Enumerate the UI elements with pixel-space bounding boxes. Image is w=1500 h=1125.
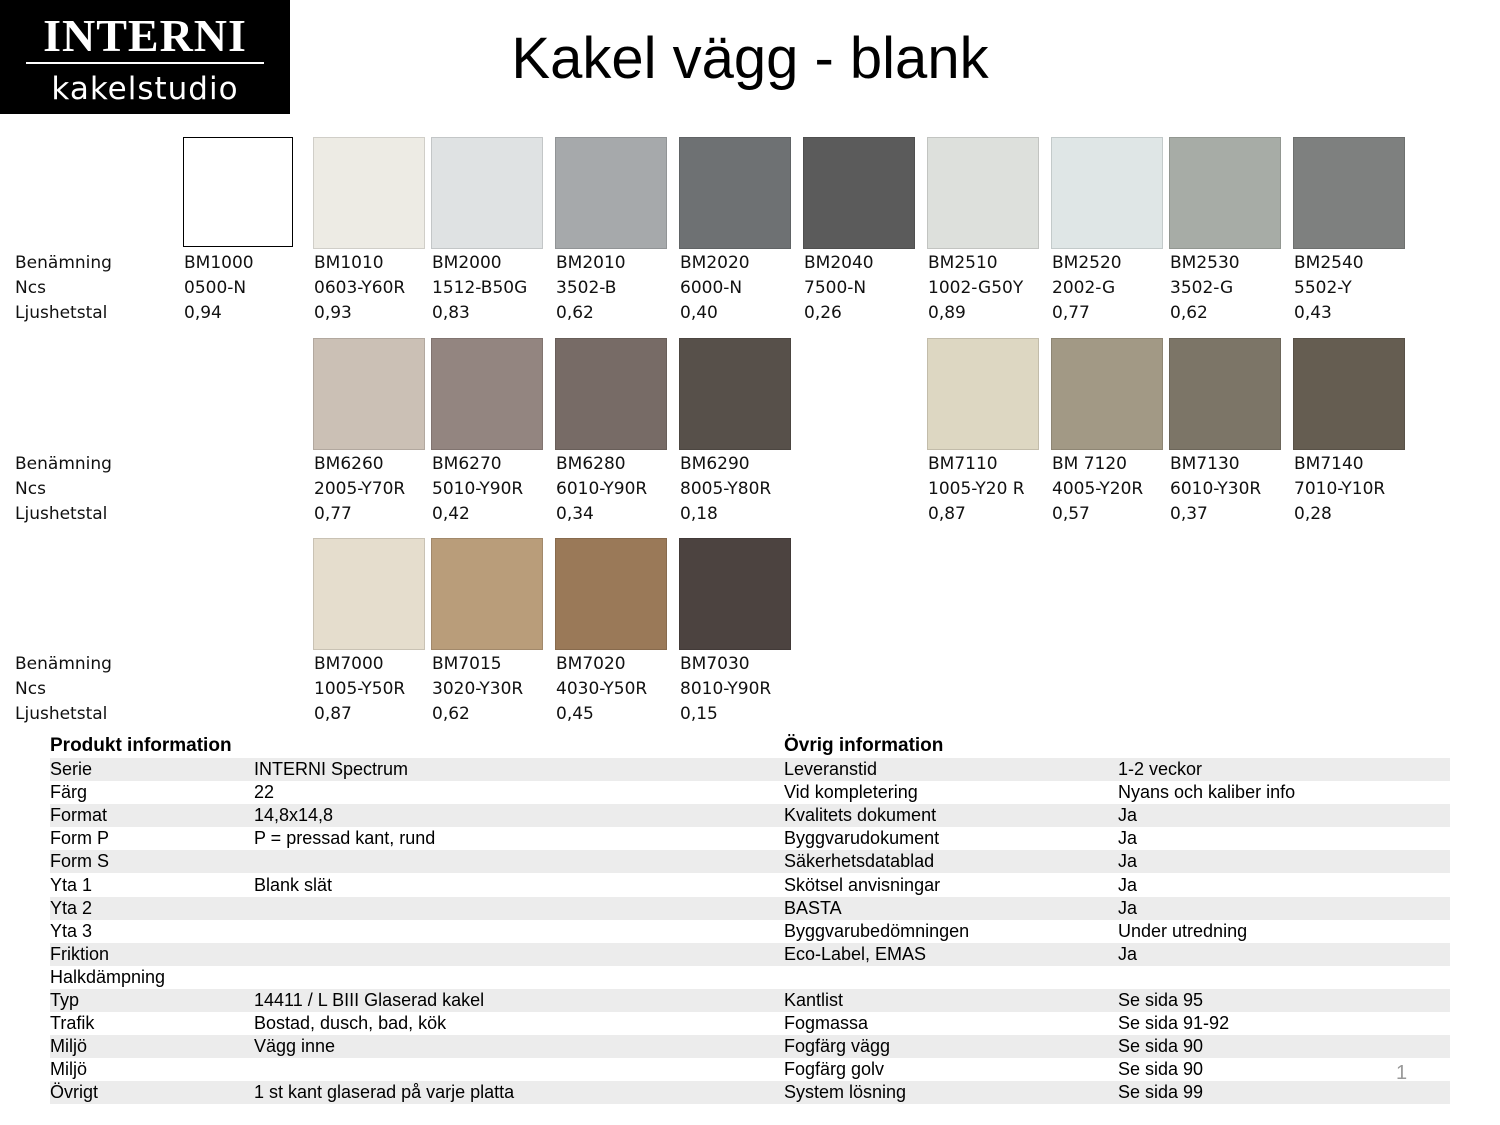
tile-ncs: 1002-G50Y xyxy=(928,278,1024,298)
other-info-key: Fogfärg vägg xyxy=(784,1036,891,1057)
tile-name: BM2020 xyxy=(680,253,750,273)
info-row xyxy=(50,758,1450,781)
row-label-ncs: Ncs xyxy=(15,679,46,699)
product-info-value: P = pressad kant, rund xyxy=(254,828,436,849)
tile-light: 0,45 xyxy=(556,704,594,724)
tile-ncs: 8010-Y90R xyxy=(680,679,772,699)
product-info-key: Typ xyxy=(50,990,80,1010)
other-info-value: Se sida 90 xyxy=(1118,1036,1204,1057)
row-label-name: Benämning xyxy=(15,454,112,474)
tile-ncs: 4030-Y50R xyxy=(556,679,648,699)
tile-name: BM6280 xyxy=(556,454,626,474)
tile-swatch xyxy=(803,137,915,249)
product-info-value: 22 xyxy=(254,782,275,803)
tile-ncs: 7010-Y10R xyxy=(1294,479,1386,499)
info-row xyxy=(50,827,1450,850)
info-row xyxy=(50,966,1450,989)
tile-light: 0,37 xyxy=(1170,504,1208,524)
tile-ncs: 6010-Y90R xyxy=(556,479,648,499)
product-info-value: 14411 / L BIII Glaserad kakel xyxy=(254,990,485,1010)
info-row xyxy=(50,1058,1450,1081)
tile-light: 0,87 xyxy=(314,704,352,724)
tile-light: 0,42 xyxy=(432,504,470,524)
product-info-key: Yta 2 xyxy=(50,897,93,918)
other-info-heading: Övrig information xyxy=(784,735,944,756)
other-info-value: Ja xyxy=(1118,943,1138,964)
tile-light: 0,18 xyxy=(680,504,718,524)
tile-swatch xyxy=(1169,137,1281,249)
tile-ncs: 6010-Y30R xyxy=(1170,479,1262,499)
tile-name: BM2530 xyxy=(1170,253,1240,273)
tile-light: 0,43 xyxy=(1294,303,1332,323)
other-info-key: Skötsel anvisningar xyxy=(784,874,941,895)
product-info-key: Miljö xyxy=(50,1036,88,1057)
tile-name: BM6290 xyxy=(680,454,750,474)
tile-name: BM2510 xyxy=(928,253,998,273)
tile-swatch xyxy=(313,137,425,249)
tile-name: BM2000 xyxy=(432,253,502,273)
other-info-key: Byggvarubedömningen xyxy=(784,920,970,941)
other-info-value: Ja xyxy=(1118,897,1138,918)
tile-swatch xyxy=(679,338,791,450)
other-info-key: Kantlist xyxy=(784,990,844,1010)
other-info-value: Se sida 90 xyxy=(1118,1059,1204,1080)
product-info-key: Serie xyxy=(50,759,93,779)
product-info-key: Färg xyxy=(50,782,88,803)
other-info-key: Säkerhetsdatablad xyxy=(784,851,935,872)
tile-swatch xyxy=(1293,338,1405,450)
page-number: 1 xyxy=(1396,1062,1408,1084)
tile-name: BM7015 xyxy=(432,654,502,674)
tile-light: 0,40 xyxy=(680,303,718,323)
tile-light: 0,83 xyxy=(432,303,470,323)
other-info-value: Ja xyxy=(1118,851,1138,872)
tile-name: BM2520 xyxy=(1052,253,1122,273)
other-info-key: Kvalitets dokument xyxy=(784,805,937,826)
row-label-ncs: Ncs xyxy=(15,479,46,499)
product-info-value: 14,8x14,8 xyxy=(254,805,334,826)
info-row xyxy=(50,804,1450,827)
tile-name: BM2010 xyxy=(556,253,626,273)
other-info-key: Byggvarudokument xyxy=(784,828,940,849)
product-info-value: Bostad, dusch, bad, kök xyxy=(254,1013,447,1034)
tile-light: 0,15 xyxy=(680,704,718,724)
product-info-key: Form P xyxy=(50,828,110,849)
tile-ncs: 3502-G xyxy=(1170,278,1234,298)
tile-light: 0,62 xyxy=(556,303,594,323)
product-info-key: Trafik xyxy=(50,1013,95,1034)
product-info-value: INTERNI Spectrum xyxy=(254,759,409,779)
tile-name: BM1000 xyxy=(184,253,254,273)
other-info-value: Ja xyxy=(1118,805,1138,826)
info-row xyxy=(50,850,1450,873)
info-row xyxy=(50,1081,1450,1104)
other-info-key: Vid kompletering xyxy=(784,782,918,803)
tile-swatch xyxy=(183,137,293,247)
product-info-key: Miljö xyxy=(50,1059,88,1080)
tile-light: 0,26 xyxy=(804,303,842,323)
row-label-name: Benämning xyxy=(15,654,112,674)
tile-name: BM 7120 xyxy=(1052,454,1127,474)
tile-ncs: 5010-Y90R xyxy=(432,479,524,499)
row-label-light: Ljushetstal xyxy=(15,303,108,323)
tile-swatch xyxy=(1169,338,1281,450)
tile-ncs: 5502-Y xyxy=(1294,278,1352,298)
tile-swatch xyxy=(679,137,791,249)
product-info-value: Vägg inne xyxy=(254,1036,336,1057)
tile-swatch xyxy=(431,137,543,249)
tile-ncs: 7500-N xyxy=(804,278,867,298)
tile-name: BM7020 xyxy=(556,654,626,674)
product-info-key: Format xyxy=(50,805,108,826)
other-info-key: BASTA xyxy=(784,897,842,918)
tile-light: 0,62 xyxy=(1170,303,1208,323)
other-info-value: 1-2 veckor xyxy=(1118,759,1203,779)
product-info-value: Blank slät xyxy=(254,874,333,895)
row-label-light: Ljushetstal xyxy=(15,704,108,724)
row-label-ncs: Ncs xyxy=(15,278,46,298)
tile-ncs: 1005-Y50R xyxy=(314,679,406,699)
other-info-value: Se sida 95 xyxy=(1118,990,1204,1010)
tile-swatch xyxy=(1051,137,1163,249)
logo-wordmark: INTERNI xyxy=(43,10,247,61)
other-info-value: Ja xyxy=(1118,828,1138,849)
tile-ncs: 3020-Y30R xyxy=(432,679,524,699)
tile-swatch xyxy=(927,338,1039,450)
other-info-key: Fogfärg golv xyxy=(784,1059,885,1080)
tile-name: BM2540 xyxy=(1294,253,1364,273)
info-row xyxy=(50,897,1450,920)
tile-name: BM7000 xyxy=(314,654,384,674)
tile-swatch xyxy=(313,338,425,450)
other-info-value: Se sida 99 xyxy=(1118,1082,1204,1103)
tile-swatch xyxy=(313,538,425,650)
product-info-key: Halkdämpning xyxy=(50,966,166,987)
other-info-key: Fogmassa xyxy=(784,1013,869,1034)
tile-light: 0,94 xyxy=(184,303,222,323)
other-info-key: Eco-Label, EMAS xyxy=(784,943,927,964)
other-info-value: Nyans och kaliber info xyxy=(1118,782,1296,803)
product-info-value: 1 st kant glaserad på varje platta xyxy=(254,1082,515,1103)
product-info-key: Friktion xyxy=(50,943,110,964)
tile-swatch xyxy=(1293,137,1405,249)
info-row xyxy=(50,943,1450,966)
tile-name: BM2040 xyxy=(804,253,874,273)
tile-light: 0,57 xyxy=(1052,504,1090,524)
other-info-value: Ja xyxy=(1118,874,1138,895)
tile-swatch xyxy=(431,538,543,650)
tile-light: 0,77 xyxy=(1052,303,1090,323)
info-row xyxy=(50,989,1450,1012)
tile-swatch xyxy=(555,338,667,450)
tile-ncs: 1512-B50G xyxy=(432,278,528,298)
tile-name: BM7030 xyxy=(680,654,750,674)
tile-light: 0,62 xyxy=(432,704,470,724)
tile-name: BM6260 xyxy=(314,454,384,474)
other-info-value: Under utredning xyxy=(1118,920,1248,941)
tile-name: BM6270 xyxy=(432,454,502,474)
product-info-key: Yta 1 xyxy=(50,874,93,895)
tile-light: 0,77 xyxy=(314,504,352,524)
tile-ncs: 2002-G xyxy=(1052,278,1116,298)
tile-light: 0,93 xyxy=(314,303,352,323)
tile-name: BM7130 xyxy=(1170,454,1240,474)
tile-light: 0,87 xyxy=(928,504,966,524)
product-info-key: Yta 3 xyxy=(50,920,93,941)
product-info-heading: Produkt information xyxy=(50,735,232,756)
tile-light: 0,28 xyxy=(1294,504,1332,524)
info-row xyxy=(50,920,1450,943)
product-info-key: Form S xyxy=(50,851,110,872)
tile-ncs: 0603-Y60R xyxy=(314,278,406,298)
product-info-key: Övrigt xyxy=(50,1082,99,1103)
info-row xyxy=(50,781,1450,804)
tile-swatch xyxy=(927,137,1039,249)
tile-ncs: 6000-N xyxy=(680,278,743,298)
row-label-light: Ljushetstal xyxy=(15,504,108,524)
tile-ncs: 3502-B xyxy=(556,278,617,298)
other-info-key: System lösning xyxy=(784,1082,907,1103)
tile-name: BM7140 xyxy=(1294,454,1364,474)
other-info-key: Leveranstid xyxy=(784,759,878,779)
tile-ncs: 1005-Y20 R xyxy=(928,479,1025,499)
tile-ncs: 4005-Y20R xyxy=(1052,479,1144,499)
info-row xyxy=(50,874,1450,897)
row-label-name: Benämning xyxy=(15,253,112,273)
tile-name: BM7110 xyxy=(928,454,998,474)
tile-swatch xyxy=(1051,338,1163,450)
logo-subtitle: kakelstudio xyxy=(51,71,239,107)
info-row xyxy=(50,1035,1450,1058)
tile-ncs: 0500-N xyxy=(184,278,247,298)
info-row xyxy=(50,1012,1450,1035)
tile-light: 0,34 xyxy=(556,504,594,524)
tile-ncs: 2005-Y70R xyxy=(314,479,406,499)
tile-swatch xyxy=(679,538,791,650)
other-info-value: Se sida 91-92 xyxy=(1118,1013,1230,1034)
tile-swatch xyxy=(431,338,543,450)
page-title: Kakel vägg - blank xyxy=(511,26,989,91)
tile-swatch xyxy=(555,538,667,650)
tile-swatch xyxy=(555,137,667,249)
tile-name: BM1010 xyxy=(314,253,384,273)
tile-ncs: 8005-Y80R xyxy=(680,479,772,499)
tile-light: 0,89 xyxy=(928,303,966,323)
